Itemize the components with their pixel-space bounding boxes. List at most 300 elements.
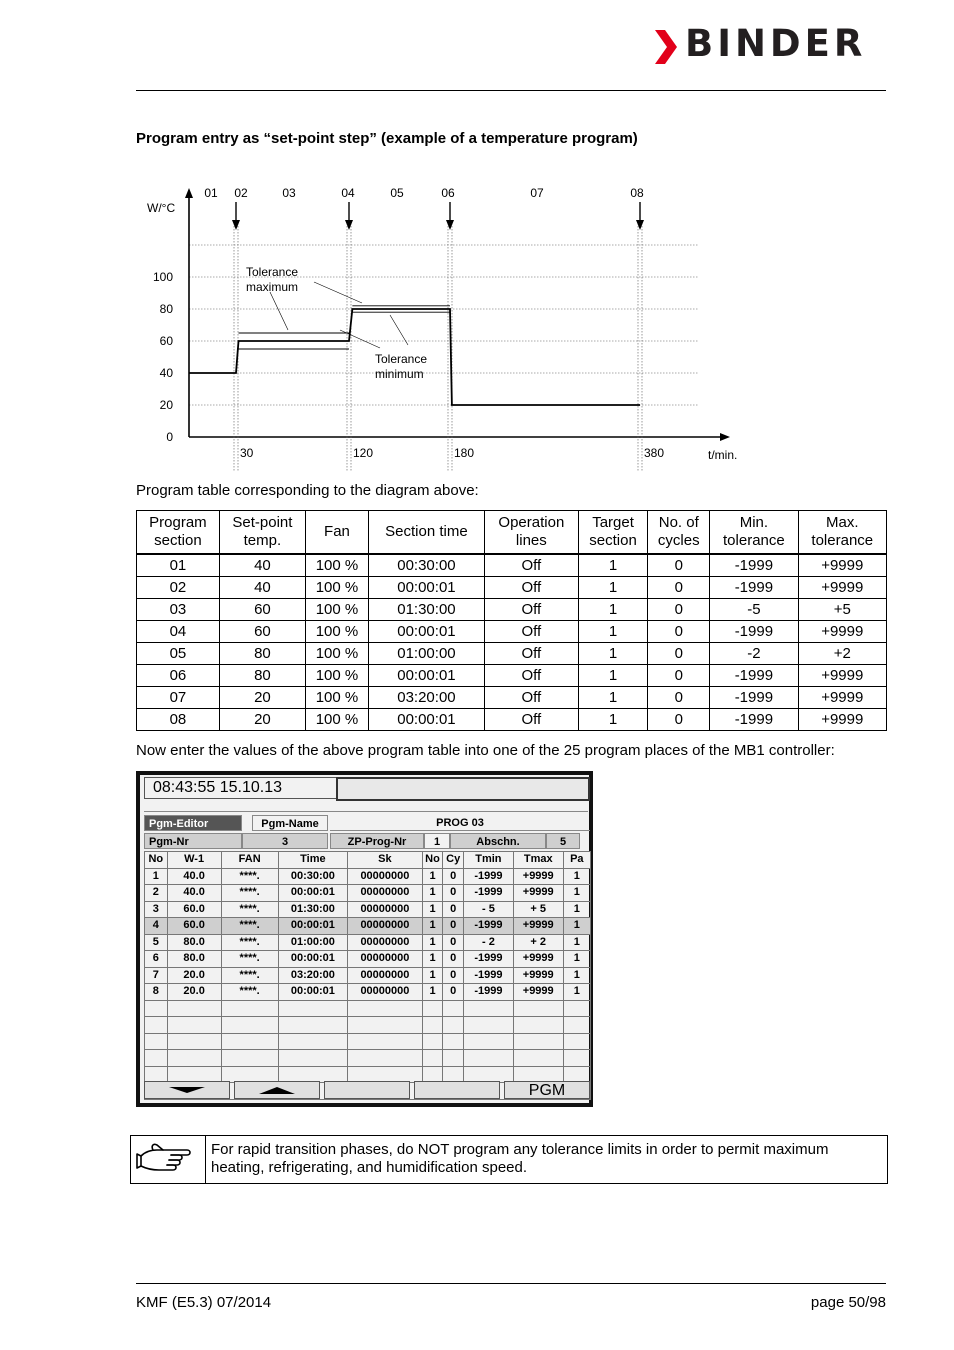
program-table-header: Max. tolerance: [798, 511, 886, 555]
x-mark-label: 180: [454, 446, 475, 460]
program-table-header: Section time: [368, 511, 484, 555]
program-table-cell: 100 %: [305, 554, 368, 577]
controller-table-cell: 40.0: [167, 868, 221, 885]
controller-table-cell: 1: [422, 885, 443, 902]
controller-table-header: W-1: [167, 852, 221, 869]
pgm-name-value[interactable]: PROG 03: [330, 815, 590, 831]
controller-table-row[interactable]: [145, 901, 591, 918]
footer-page-number: page 50/98: [810, 1294, 886, 1311]
controller-table-row[interactable]: [145, 918, 591, 935]
controller-table-cell: 1: [422, 901, 443, 918]
program-table-cell: 80: [219, 643, 305, 665]
controller-table-row[interactable]: [145, 1050, 591, 1067]
controller-table-header: Cy: [443, 852, 464, 869]
controller-table-cell: 00:00:01: [278, 885, 348, 902]
program-table-cell: 100 %: [305, 577, 368, 599]
controller-table-cell: 00:00:01: [278, 984, 348, 1001]
program-table-cell: 02: [137, 577, 220, 599]
brand-name: BINDER: [685, 22, 867, 65]
program-table-cell: 40: [219, 577, 305, 599]
controller-table-cell: 1: [145, 868, 168, 885]
program-table-cell: 1: [578, 709, 648, 731]
controller-table-cell: [221, 1033, 278, 1050]
controller-table-cell: [443, 1033, 464, 1050]
y-tick-label: 60: [159, 334, 173, 348]
x-mark-label: 30: [240, 446, 254, 460]
program-table-cell: Off: [484, 709, 578, 731]
controller-table-cell: 1: [563, 868, 590, 885]
controller-table-header: Tmax: [513, 852, 563, 869]
pgm-nr-value[interactable]: 3: [242, 833, 328, 849]
controller-table-cell: [221, 1017, 278, 1034]
controller-table-cell: 1: [563, 934, 590, 951]
program-table-cell: -1999: [710, 665, 798, 687]
program-table-cell: 1: [578, 687, 648, 709]
section-arrow-head: [345, 220, 353, 230]
abschn-value[interactable]: 5: [546, 833, 580, 849]
program-table-cell: Off: [484, 665, 578, 687]
controller-table-cell: 7: [145, 967, 168, 984]
section-label: 02: [234, 186, 248, 200]
controller-table-cell: 1: [563, 901, 590, 918]
section-arrow-head: [636, 220, 644, 230]
annotation-leader: [270, 292, 288, 330]
controller-table-cell: - 2: [464, 934, 514, 951]
controller-table-cell: [145, 1000, 168, 1017]
controller-table-cell: 20.0: [167, 984, 221, 1001]
y-tick-label: 0: [166, 430, 173, 444]
program-table-cell: 1: [578, 621, 648, 643]
mb1-controller-screen: [136, 771, 593, 1107]
program-table-cell: 08: [137, 709, 220, 731]
zp-prog-nr-value[interactable]: 1: [424, 833, 450, 849]
program-table-cell: Off: [484, 621, 578, 643]
program-table-header: Set-point temp.: [219, 511, 305, 555]
program-table-cell: 06: [137, 665, 220, 687]
pgm-name-label: Pgm-Name: [252, 815, 328, 831]
controller-table-row[interactable]: [145, 951, 591, 968]
controller-table-cell: 00000000: [348, 901, 423, 918]
controller-table-cell: 1: [422, 984, 443, 1001]
controller-table-header: Sk: [348, 852, 423, 869]
controller-table-cell: [513, 1033, 563, 1050]
controller-table-cell: -1999: [464, 984, 514, 1001]
controller-table-cell: + 2: [513, 934, 563, 951]
program-table-cell: 100 %: [305, 687, 368, 709]
program-table-cell: 00:00:01: [368, 621, 484, 643]
controller-table-cell: 00000000: [348, 951, 423, 968]
controller-table-cell: 1: [422, 967, 443, 984]
program-table-cell: 1: [578, 577, 648, 599]
section-label: 03: [282, 186, 296, 200]
controller-table-cell: -1999: [464, 967, 514, 984]
logo-mark-icon: [655, 30, 683, 64]
y-tick-label: 40: [159, 366, 173, 380]
program-table-cell: 07: [137, 687, 220, 709]
arrow-up-icon: [257, 1085, 297, 1095]
program-table-cell: 0: [648, 554, 710, 577]
controller-table-cell: ****.: [221, 951, 278, 968]
program-table-cell: -2: [710, 643, 798, 665]
program-table-cell: 00:00:01: [368, 665, 484, 687]
controller-table-cell: [563, 1050, 590, 1067]
controller-table-cell: 00000000: [348, 984, 423, 1001]
controller-table-cell: +9999: [513, 951, 563, 968]
program-table-cell: 0: [648, 709, 710, 731]
controller-table-cell: 3: [145, 901, 168, 918]
program-table-cell: +9999: [798, 665, 886, 687]
pgm-editor-label: Pgm-Editor: [144, 815, 242, 831]
program-table-cell: 04: [137, 621, 220, 643]
controller-table-cell: ****.: [221, 918, 278, 935]
section-label: 04: [341, 186, 355, 200]
program-table-cell: Off: [484, 554, 578, 577]
section-heading: Program entry as “set-point step” (example of a temperature program): [136, 130, 638, 147]
program-table-row: [137, 709, 887, 731]
section-arrow-head: [232, 220, 240, 230]
program-table-cell: Off: [484, 687, 578, 709]
note-box: [130, 1135, 888, 1184]
program-table-row: [137, 577, 887, 599]
program-table-cell: 0: [648, 665, 710, 687]
program-table-cell: 00:30:00: [368, 554, 484, 577]
y-tick-label: 20: [159, 398, 173, 412]
controller-table-cell: 1: [422, 951, 443, 968]
controller-table-cell: 1: [563, 951, 590, 968]
controller-table-header: No: [145, 852, 168, 869]
program-table-cell: -5: [710, 599, 798, 621]
controller-table-cell: [167, 1017, 221, 1034]
controller-table-cell: 00000000: [348, 885, 423, 902]
controller-table-cell: [464, 1050, 514, 1067]
controller-table-cell: [563, 1017, 590, 1034]
scroll-up-button[interactable]: [234, 1081, 320, 1099]
controller-table-row[interactable]: [145, 967, 591, 984]
program-table-cell: Off: [484, 599, 578, 621]
program-table-header: Fan: [305, 511, 368, 555]
controller-table-header: Tmin: [464, 852, 514, 869]
table-caption: Program table corresponding to the diagram above:: [136, 482, 479, 499]
section-arrow-head: [446, 220, 454, 230]
program-table-cell: 03: [137, 599, 220, 621]
annotation-leader: [314, 282, 362, 303]
program-table-row: [137, 687, 887, 709]
program-table-cell: Off: [484, 643, 578, 665]
header-rule: [136, 90, 886, 91]
program-table-header: Program section: [137, 511, 220, 555]
controller-table-cell: [422, 1000, 443, 1017]
program-table-cell: 100 %: [305, 599, 368, 621]
controller-table-row[interactable]: [145, 1017, 591, 1034]
y-axis-label: W/°C: [147, 201, 176, 215]
controller-table-cell: 5: [145, 934, 168, 951]
zp-prog-nr-label: ZP-Prog-Nr: [330, 833, 424, 849]
controller-table-cell: ****.: [221, 984, 278, 1001]
program-table-cell: Off: [484, 577, 578, 599]
controller-table-cell: [443, 1050, 464, 1067]
program-table-cell: 00:00:01: [368, 709, 484, 731]
controller-table-cell: [278, 1000, 348, 1017]
program-table-cell: -1999: [710, 577, 798, 599]
program-table-cell: 0: [648, 599, 710, 621]
controller-table-cell: -1999: [464, 885, 514, 902]
arrow-down-icon: [167, 1085, 207, 1095]
controller-table-cell: 01:30:00: [278, 901, 348, 918]
program-table-cell: 00:00:01: [368, 577, 484, 599]
program-table-header: Operation lines: [484, 511, 578, 555]
controller-table-cell: [443, 1000, 464, 1017]
controller-table-cell: [167, 1050, 221, 1067]
controller-table-cell: 1: [422, 918, 443, 935]
program-table-cell: 1: [578, 599, 648, 621]
controller-table-row[interactable]: [145, 984, 591, 1001]
program-table-cell: 20: [219, 687, 305, 709]
controller-table-cell: ****.: [221, 901, 278, 918]
controller-table-cell: [278, 1017, 348, 1034]
controller-table-cell: ****.: [221, 868, 278, 885]
binder-logo: [655, 22, 887, 68]
footer-document-id: KMF (E5.3) 07/2014: [136, 1294, 272, 1311]
temperature-program-chart: [130, 180, 750, 475]
controller-table-cell: [221, 1050, 278, 1067]
controller-program-table: [144, 851, 591, 1100]
controller-table-header: Pa: [563, 852, 590, 869]
program-table-cell: +9999: [798, 554, 886, 577]
program-table-cell: 100 %: [305, 665, 368, 687]
controller-table-cell: 1: [422, 934, 443, 951]
controller-table-cell: +9999: [513, 984, 563, 1001]
controller-table-row[interactable]: [145, 1033, 591, 1050]
controller-table-cell: [278, 1050, 348, 1067]
controller-table-cell: [348, 1050, 423, 1067]
controller-table-cell: ****.: [221, 967, 278, 984]
controller-table-cell: 00:00:01: [278, 918, 348, 935]
program-table-cell: 100 %: [305, 643, 368, 665]
program-table-cell: 05: [137, 643, 220, 665]
controller-table-cell: 1: [563, 984, 590, 1001]
pgm-nr-row: [144, 833, 591, 849]
annotation-tolerance-maximum: Tolerance maximum: [246, 265, 299, 294]
controller-table-cell: 1: [563, 918, 590, 935]
controller-table-cell: [563, 1033, 590, 1050]
screen-separator: [144, 811, 588, 812]
program-table-header: Min. tolerance: [710, 511, 798, 555]
controller-table-cell: + 5: [513, 901, 563, 918]
controller-table-cell: [278, 1033, 348, 1050]
pointing-hand-icon: [131, 1136, 205, 1183]
program-table-cell: 80: [219, 665, 305, 687]
controller-table-cell: 00:00:01: [278, 951, 348, 968]
controller-table-cell: 1: [422, 868, 443, 885]
y-axis-arrow: [185, 188, 193, 198]
program-table-cell: 01:30:00: [368, 599, 484, 621]
controller-table-header: No: [422, 852, 443, 869]
controller-table-cell: 0: [443, 885, 464, 902]
annotation-tolerance-minimum: Tolerance minimum: [375, 352, 428, 381]
controller-table-cell: 60.0: [167, 901, 221, 918]
note-text: For rapid transition phases, do NOT program any tolerance limits in order to permit maximum heating, refrigerating, and humidification speed.: [211, 1141, 829, 1176]
scroll-down-button[interactable]: [144, 1081, 230, 1099]
program-table-header: No. of cycles: [648, 511, 710, 555]
program-table-row: [137, 554, 887, 577]
controller-table-header: FAN: [221, 852, 278, 869]
controller-table-cell: [348, 1000, 423, 1017]
softkey-bar: [144, 1081, 591, 1101]
controller-table-cell: +9999: [513, 885, 563, 902]
controller-table-cell: [145, 1033, 168, 1050]
program-table-cell: 1: [578, 554, 648, 577]
controller-table-cell: +9999: [513, 868, 563, 885]
controller-table-cell: 0: [443, 967, 464, 984]
controller-table-cell: 00000000: [348, 918, 423, 935]
program-table-cell: 0: [648, 621, 710, 643]
controller-table-cell: [145, 1050, 168, 1067]
controller-table-cell: 1: [563, 967, 590, 984]
program-table-cell: -1999: [710, 621, 798, 643]
controller-table-cell: ****.: [221, 885, 278, 902]
controller-table-header: Time: [278, 852, 348, 869]
controller-table-cell: ****.: [221, 934, 278, 951]
controller-table-cell: -1999: [464, 868, 514, 885]
controller-table-cell: [145, 1017, 168, 1034]
controller-table-cell: -1999: [464, 918, 514, 935]
section-label: 07: [530, 186, 544, 200]
annotation-leader: [390, 315, 408, 345]
controller-table-row[interactable]: [145, 934, 591, 951]
program-table-row: [137, 643, 887, 665]
program-table-cell: 40: [219, 554, 305, 577]
softkey-4-button[interactable]: [414, 1081, 500, 1099]
section-label: 05: [390, 186, 404, 200]
status-field: [336, 777, 590, 801]
pgm-button[interactable]: PGM: [504, 1081, 590, 1099]
controller-table-cell: 4: [145, 918, 168, 935]
program-table-cell: 0: [648, 577, 710, 599]
program-table-row: [137, 599, 887, 621]
controller-table-cell: [563, 1000, 590, 1017]
program-table-cell: 0: [648, 643, 710, 665]
controller-table-cell: [513, 1017, 563, 1034]
controller-table-cell: 0: [443, 918, 464, 935]
controller-table-cell: [422, 1033, 443, 1050]
controller-table-cell: [443, 1017, 464, 1034]
controller-table-cell: 0: [443, 934, 464, 951]
y-tick-label: 100: [152, 270, 173, 284]
program-table-cell: 03:20:00: [368, 687, 484, 709]
annotation-leader: [340, 330, 380, 348]
program-table-header: Target section: [578, 511, 648, 555]
controller-table-cell: 8: [145, 984, 168, 1001]
clock-display: 08:43:55 15.10.13: [144, 777, 342, 799]
controller-table-cell: [348, 1033, 423, 1050]
y-tick-label: 80: [159, 302, 173, 316]
controller-table-row[interactable]: [145, 1000, 591, 1017]
controller-table-cell: 80.0: [167, 934, 221, 951]
program-table-cell: -1999: [710, 709, 798, 731]
program-table-row: [137, 621, 887, 643]
controller-table-cell: 00:30:00: [278, 868, 348, 885]
program-table-cell: +9999: [798, 709, 886, 731]
controller-table-cell: 20.0: [167, 967, 221, 984]
x-mark-label: 120: [353, 446, 374, 460]
controller-table-cell: 00000000: [348, 967, 423, 984]
footer-rule: [136, 1283, 886, 1284]
controller-table-cell: 0: [443, 901, 464, 918]
program-table-cell: 0: [648, 687, 710, 709]
program-table-cell: -1999: [710, 554, 798, 577]
note-icon-cell: [131, 1136, 206, 1183]
program-table-cell: 100 %: [305, 621, 368, 643]
controller-table-cell: 2: [145, 885, 168, 902]
controller-table-cell: [167, 1000, 221, 1017]
controller-table-cell: 80.0: [167, 951, 221, 968]
pgm-editor-row: [144, 815, 591, 831]
controller-table-row[interactable]: [145, 885, 591, 902]
program-table-cell: 1: [578, 643, 648, 665]
program-table-cell: 1: [578, 665, 648, 687]
controller-table-cell: [513, 1000, 563, 1017]
controller-table-cell: 00000000: [348, 868, 423, 885]
section-label: 06: [441, 186, 455, 200]
program-table-cell: +2: [798, 643, 886, 665]
controller-table-cell: 1: [563, 885, 590, 902]
controller-table-cell: +9999: [513, 918, 563, 935]
program-table: [136, 510, 887, 731]
program-table-cell: 60: [219, 621, 305, 643]
x-axis-arrow: [720, 433, 730, 441]
x-axis-label: t/min.: [708, 448, 738, 462]
controller-table-cell: [348, 1017, 423, 1034]
controller-table-cell: 0: [443, 984, 464, 1001]
x-mark-label: 380: [644, 446, 665, 460]
controller-table-cell: 01:00:00: [278, 934, 348, 951]
controller-table-cell: 60.0: [167, 918, 221, 935]
controller-table-cell: 6: [145, 951, 168, 968]
program-table-cell: 01: [137, 554, 220, 577]
program-table-cell: +9999: [798, 687, 886, 709]
program-table-cell: -1999: [710, 687, 798, 709]
controller-table-cell: +9999: [513, 967, 563, 984]
controller-table-cell: - 5: [464, 901, 514, 918]
program-table-cell: +9999: [798, 621, 886, 643]
controller-table-cell: 03:20:00: [278, 967, 348, 984]
program-table-cell: 100 %: [305, 709, 368, 731]
controller-table-cell: 0: [443, 868, 464, 885]
program-table-cell: 20: [219, 709, 305, 731]
controller-table-row[interactable]: [145, 868, 591, 885]
program-table-row: [137, 665, 887, 687]
program-table-cell: 01:00:00: [368, 643, 484, 665]
softkey-3-button[interactable]: [324, 1081, 410, 1099]
controller-table-cell: [464, 1000, 514, 1017]
controller-table-cell: -1999: [464, 951, 514, 968]
controller-table-cell: 0: [443, 951, 464, 968]
pgm-nr-label: Pgm-Nr: [144, 833, 242, 849]
controller-table-cell: [464, 1017, 514, 1034]
controller-table-cell: 40.0: [167, 885, 221, 902]
program-table-cell: +9999: [798, 577, 886, 599]
controller-table-cell: [167, 1033, 221, 1050]
controller-table-cell: [422, 1017, 443, 1034]
abschn-label: Abschn.: [450, 833, 546, 849]
section-label: 01: [204, 186, 218, 200]
controller-table-cell: [464, 1033, 514, 1050]
controller-table-cell: [513, 1050, 563, 1067]
program-table-cell: +5: [798, 599, 886, 621]
controller-table-cell: 00000000: [348, 934, 423, 951]
instruction-text: Now enter the values of the above program table into one of the 25 program places of the MB1 controller:: [136, 742, 835, 759]
section-label: 08: [630, 186, 644, 200]
